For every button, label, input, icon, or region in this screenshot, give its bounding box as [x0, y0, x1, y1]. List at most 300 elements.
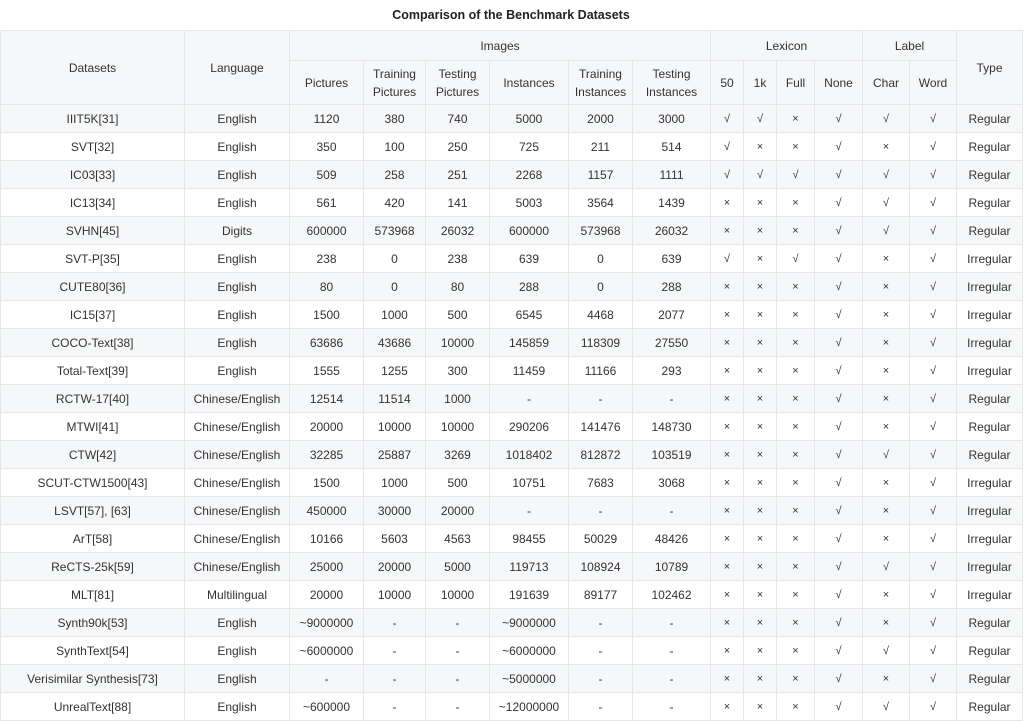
cell-label-word: √: [910, 217, 957, 245]
cell-instances: ~6000000: [490, 637, 569, 665]
cell-lexicon-1k: √: [744, 161, 777, 189]
cell-lexicon-50: ×: [711, 525, 744, 553]
cell-lexicon-50: ×: [711, 189, 744, 217]
cell-dataset: COCO-Text[38]: [1, 329, 185, 357]
cell-language: English: [185, 357, 290, 385]
cell-testing-instances: 514: [633, 133, 711, 161]
cell-training-pictures: 0: [364, 273, 426, 301]
cell-pictures: ~600000: [290, 693, 364, 721]
cell-label-word: √: [910, 105, 957, 133]
cell-language: English: [185, 245, 290, 273]
cell-language: English: [185, 133, 290, 161]
cell-testing-pictures: 26032: [426, 217, 490, 245]
cell-training-pictures: 1255: [364, 357, 426, 385]
header-images: Images: [290, 31, 711, 61]
header-training-pictures: Training Pictures: [364, 61, 426, 105]
cell-language: English: [185, 273, 290, 301]
table-header: [1, 31, 1023, 105]
cell-lexicon-none: √: [815, 385, 863, 413]
cell-training-pictures: 11514: [364, 385, 426, 413]
cell-language: Chinese/English: [185, 441, 290, 469]
cell-label-word: √: [910, 385, 957, 413]
cell-lexicon-none: √: [815, 609, 863, 637]
cell-label-word: √: [910, 609, 957, 637]
cell-lexicon-1k: ×: [744, 133, 777, 161]
cell-lexicon-50: ×: [711, 441, 744, 469]
cell-training-instances: 3564: [569, 189, 633, 217]
cell-instances: 5000: [490, 105, 569, 133]
cell-lexicon-1k: ×: [744, 609, 777, 637]
cell-language: English: [185, 637, 290, 665]
cell-dataset: RCTW-17[40]: [1, 385, 185, 413]
cell-instances: 725: [490, 133, 569, 161]
cell-type: Irregular: [957, 245, 1023, 273]
cell-dataset: IC15[37]: [1, 301, 185, 329]
cell-training-pictures: 20000: [364, 553, 426, 581]
cell-lexicon-none: √: [815, 581, 863, 609]
cell-training-pictures: 0: [364, 245, 426, 273]
cell-instances: 119713: [490, 553, 569, 581]
cell-lexicon-50: ×: [711, 553, 744, 581]
cell-instances: 6545: [490, 301, 569, 329]
table-row: [1, 553, 1023, 581]
cell-language: Chinese/English: [185, 497, 290, 525]
cell-training-pictures: -: [364, 609, 426, 637]
cell-lexicon-1k: ×: [744, 693, 777, 721]
header-lexicon-none: None: [815, 61, 863, 105]
cell-lexicon-50: ×: [711, 413, 744, 441]
cell-lexicon-1k: ×: [744, 525, 777, 553]
cell-testing-instances: 3000: [633, 105, 711, 133]
cell-pictures: 509: [290, 161, 364, 189]
cell-dataset: Synth90k[53]: [1, 609, 185, 637]
header-label-word: Word: [910, 61, 957, 105]
cell-label-char: ×: [863, 385, 910, 413]
cell-lexicon-full: ×: [777, 357, 815, 385]
cell-testing-instances: -: [633, 693, 711, 721]
cell-training-instances: -: [569, 609, 633, 637]
table-row: [1, 217, 1023, 245]
cell-label-char: ×: [863, 525, 910, 553]
cell-training-instances: 812872: [569, 441, 633, 469]
cell-dataset: SVT-P[35]: [1, 245, 185, 273]
header-datasets: Datasets: [1, 31, 185, 105]
cell-lexicon-1k: ×: [744, 581, 777, 609]
cell-lexicon-full: ×: [777, 637, 815, 665]
cell-language: English: [185, 189, 290, 217]
cell-training-instances: 7683: [569, 469, 633, 497]
cell-instances: ~12000000: [490, 693, 569, 721]
cell-pictures: 12514: [290, 385, 364, 413]
cell-language: Digits: [185, 217, 290, 245]
cell-lexicon-50: ×: [711, 385, 744, 413]
table-row: [1, 357, 1023, 385]
cell-dataset: SCUT-CTW1500[43]: [1, 469, 185, 497]
header-lexicon-full: Full: [777, 61, 815, 105]
cell-lexicon-50: ×: [711, 665, 744, 693]
cell-testing-instances: 293: [633, 357, 711, 385]
cell-lexicon-full: ×: [777, 525, 815, 553]
cell-testing-instances: -: [633, 497, 711, 525]
cell-instances: -: [490, 385, 569, 413]
cell-training-instances: 89177: [569, 581, 633, 609]
cell-language: English: [185, 161, 290, 189]
cell-lexicon-none: √: [815, 245, 863, 273]
cell-training-pictures: 573968: [364, 217, 426, 245]
cell-testing-pictures: 20000: [426, 497, 490, 525]
cell-training-instances: -: [569, 693, 633, 721]
cell-label-char: ×: [863, 581, 910, 609]
cell-lexicon-50: √: [711, 133, 744, 161]
cell-dataset: SVHN[45]: [1, 217, 185, 245]
cell-language: English: [185, 105, 290, 133]
cell-instances: 639: [490, 245, 569, 273]
cell-training-instances: 1157: [569, 161, 633, 189]
cell-type: Regular: [957, 189, 1023, 217]
cell-instances: ~5000000: [490, 665, 569, 693]
cell-label-word: √: [910, 273, 957, 301]
cell-pictures: 561: [290, 189, 364, 217]
cell-lexicon-none: √: [815, 441, 863, 469]
cell-lexicon-1k: ×: [744, 273, 777, 301]
table-row: [1, 133, 1023, 161]
table-row: [1, 301, 1023, 329]
cell-lexicon-50: ×: [711, 693, 744, 721]
cell-lexicon-50: ×: [711, 329, 744, 357]
cell-lexicon-full: ×: [777, 217, 815, 245]
cell-testing-pictures: -: [426, 665, 490, 693]
cell-type: Regular: [957, 413, 1023, 441]
cell-label-word: √: [910, 441, 957, 469]
cell-lexicon-1k: ×: [744, 385, 777, 413]
cell-training-instances: 0: [569, 273, 633, 301]
cell-lexicon-50: ×: [711, 217, 744, 245]
cell-type: Regular: [957, 609, 1023, 637]
cell-testing-pictures: 10000: [426, 413, 490, 441]
cell-pictures: 20000: [290, 413, 364, 441]
cell-testing-instances: 26032: [633, 217, 711, 245]
cell-lexicon-none: √: [815, 497, 863, 525]
cell-type: Irregular: [957, 497, 1023, 525]
cell-lexicon-none: √: [815, 189, 863, 217]
cell-label-char: ×: [863, 469, 910, 497]
cell-lexicon-1k: ×: [744, 301, 777, 329]
cell-testing-pictures: 141: [426, 189, 490, 217]
cell-lexicon-full: √: [777, 161, 815, 189]
cell-testing-instances: 48426: [633, 525, 711, 553]
cell-testing-instances: 103519: [633, 441, 711, 469]
cell-training-instances: -: [569, 665, 633, 693]
cell-training-instances: -: [569, 637, 633, 665]
cell-pictures: 450000: [290, 497, 364, 525]
cell-dataset: ReCTS-25k[59]: [1, 553, 185, 581]
cell-instances: 288: [490, 273, 569, 301]
cell-label-char: ×: [863, 413, 910, 441]
cell-testing-instances: 3068: [633, 469, 711, 497]
cell-training-instances: -: [569, 497, 633, 525]
table-row: [1, 609, 1023, 637]
cell-dataset: CTW[42]: [1, 441, 185, 469]
cell-label-char: ×: [863, 329, 910, 357]
cell-instances: 191639: [490, 581, 569, 609]
cell-training-pictures: -: [364, 665, 426, 693]
cell-testing-pictures: 1000: [426, 385, 490, 413]
header-testing-pictures: Testing Pictures: [426, 61, 490, 105]
cell-lexicon-50: √: [711, 105, 744, 133]
cell-lexicon-1k: ×: [744, 553, 777, 581]
cell-label-char: √: [863, 441, 910, 469]
cell-testing-pictures: 500: [426, 301, 490, 329]
cell-dataset: LSVT[57], [63]: [1, 497, 185, 525]
cell-label-word: √: [910, 581, 957, 609]
cell-testing-pictures: 251: [426, 161, 490, 189]
cell-testing-instances: 27550: [633, 329, 711, 357]
cell-instances: 5003: [490, 189, 569, 217]
cell-lexicon-none: √: [815, 637, 863, 665]
cell-lexicon-none: √: [815, 105, 863, 133]
cell-type: Irregular: [957, 329, 1023, 357]
cell-label-char: √: [863, 553, 910, 581]
cell-instances: 600000: [490, 217, 569, 245]
cell-testing-instances: 2077: [633, 301, 711, 329]
cell-testing-pictures: 238: [426, 245, 490, 273]
cell-lexicon-none: √: [815, 469, 863, 497]
cell-label-word: √: [910, 693, 957, 721]
cell-language: Multilingual: [185, 581, 290, 609]
cell-pictures: 80: [290, 273, 364, 301]
cell-testing-pictures: 10000: [426, 581, 490, 609]
table-row: [1, 385, 1023, 413]
cell-lexicon-50: √: [711, 161, 744, 189]
cell-label-word: √: [910, 525, 957, 553]
cell-lexicon-50: ×: [711, 273, 744, 301]
cell-training-pictures: 5603: [364, 525, 426, 553]
cell-testing-instances: 1439: [633, 189, 711, 217]
cell-training-instances: 0: [569, 245, 633, 273]
cell-type: Regular: [957, 217, 1023, 245]
cell-label-char: ×: [863, 301, 910, 329]
cell-lexicon-1k: ×: [744, 441, 777, 469]
cell-label-word: √: [910, 553, 957, 581]
cell-label-char: ×: [863, 245, 910, 273]
cell-lexicon-full: √: [777, 245, 815, 273]
cell-label-word: √: [910, 133, 957, 161]
cell-training-instances: 118309: [569, 329, 633, 357]
cell-dataset: IIIT5K[31]: [1, 105, 185, 133]
cell-instances: 145859: [490, 329, 569, 357]
cell-pictures: 600000: [290, 217, 364, 245]
cell-lexicon-full: ×: [777, 329, 815, 357]
cell-training-pictures: 100: [364, 133, 426, 161]
cell-type: Irregular: [957, 525, 1023, 553]
cell-lexicon-none: √: [815, 301, 863, 329]
cell-lexicon-full: ×: [777, 441, 815, 469]
table-row: [1, 105, 1023, 133]
cell-training-instances: 141476: [569, 413, 633, 441]
cell-training-pictures: 380: [364, 105, 426, 133]
cell-label-char: ×: [863, 133, 910, 161]
header-lexicon: Lexicon: [711, 31, 863, 61]
cell-training-pictures: 10000: [364, 413, 426, 441]
benchmark-table: [0, 30, 1023, 721]
cell-type: Regular: [957, 105, 1023, 133]
cell-dataset: IC13[34]: [1, 189, 185, 217]
table-row: [1, 161, 1023, 189]
cell-testing-instances: 1111: [633, 161, 711, 189]
cell-dataset: Total-Text[39]: [1, 357, 185, 385]
cell-type: Irregular: [957, 273, 1023, 301]
cell-lexicon-1k: ×: [744, 245, 777, 273]
cell-pictures: 63686: [290, 329, 364, 357]
cell-type: Irregular: [957, 357, 1023, 385]
cell-testing-instances: -: [633, 385, 711, 413]
cell-training-pictures: -: [364, 693, 426, 721]
cell-lexicon-none: √: [815, 525, 863, 553]
table-row: [1, 665, 1023, 693]
cell-testing-pictures: 80: [426, 273, 490, 301]
cell-training-pictures: 1000: [364, 301, 426, 329]
cell-training-instances: 573968: [569, 217, 633, 245]
header-instances: Instances: [490, 61, 569, 105]
cell-pictures: 238: [290, 245, 364, 273]
cell-testing-pictures: -: [426, 609, 490, 637]
table-row: [1, 497, 1023, 525]
cell-testing-instances: 10789: [633, 553, 711, 581]
table-row: [1, 525, 1023, 553]
cell-label-word: √: [910, 301, 957, 329]
cell-lexicon-1k: ×: [744, 357, 777, 385]
cell-lexicon-1k: √: [744, 105, 777, 133]
cell-lexicon-1k: ×: [744, 329, 777, 357]
cell-lexicon-full: ×: [777, 413, 815, 441]
cell-training-pictures: 30000: [364, 497, 426, 525]
cell-training-instances: 2000: [569, 105, 633, 133]
cell-label-word: √: [910, 469, 957, 497]
cell-pictures: ~9000000: [290, 609, 364, 637]
cell-pictures: 1500: [290, 301, 364, 329]
cell-language: Chinese/English: [185, 385, 290, 413]
cell-label-word: √: [910, 637, 957, 665]
cell-testing-pictures: 500: [426, 469, 490, 497]
cell-lexicon-none: √: [815, 133, 863, 161]
cell-lexicon-full: ×: [777, 273, 815, 301]
cell-lexicon-1k: ×: [744, 637, 777, 665]
cell-lexicon-full: ×: [777, 105, 815, 133]
cell-lexicon-none: √: [815, 357, 863, 385]
cell-lexicon-full: ×: [777, 469, 815, 497]
cell-pictures: ~6000000: [290, 637, 364, 665]
cell-label-word: √: [910, 665, 957, 693]
cell-label-char: √: [863, 693, 910, 721]
cell-instances: 10751: [490, 469, 569, 497]
cell-language: English: [185, 301, 290, 329]
cell-testing-pictures: 4563: [426, 525, 490, 553]
cell-training-pictures: -: [364, 637, 426, 665]
header-label: Label: [863, 31, 957, 61]
cell-lexicon-50: ×: [711, 301, 744, 329]
cell-dataset: SynthText[54]: [1, 637, 185, 665]
cell-lexicon-none: √: [815, 329, 863, 357]
cell-lexicon-full: ×: [777, 385, 815, 413]
cell-pictures: -: [290, 665, 364, 693]
cell-label-char: ×: [863, 609, 910, 637]
header-testing-instances: Testing Instances: [633, 61, 711, 105]
cell-type: Regular: [957, 133, 1023, 161]
cell-training-pictures: 420: [364, 189, 426, 217]
table-row: [1, 189, 1023, 217]
cell-label-word: √: [910, 245, 957, 273]
cell-label-char: √: [863, 637, 910, 665]
cell-pictures: 1120: [290, 105, 364, 133]
cell-language: English: [185, 665, 290, 693]
cell-dataset: IC03[33]: [1, 161, 185, 189]
cell-lexicon-none: √: [815, 161, 863, 189]
header-training-instances: Training Instances: [569, 61, 633, 105]
cell-pictures: 32285: [290, 441, 364, 469]
cell-training-pictures: 1000: [364, 469, 426, 497]
cell-label-char: √: [863, 105, 910, 133]
cell-type: Regular: [957, 665, 1023, 693]
cell-testing-pictures: 300: [426, 357, 490, 385]
cell-lexicon-none: √: [815, 273, 863, 301]
table-row: [1, 245, 1023, 273]
cell-instances: 290206: [490, 413, 569, 441]
cell-testing-pictures: 250: [426, 133, 490, 161]
table-body: [1, 105, 1023, 721]
cell-lexicon-1k: ×: [744, 469, 777, 497]
cell-label-word: √: [910, 357, 957, 385]
cell-label-word: √: [910, 189, 957, 217]
cell-training-pictures: 25887: [364, 441, 426, 469]
header-language: Language: [185, 31, 290, 105]
header-lexicon-50: 50: [711, 61, 744, 105]
cell-lexicon-50: ×: [711, 497, 744, 525]
cell-lexicon-full: ×: [777, 581, 815, 609]
cell-pictures: 10166: [290, 525, 364, 553]
table-row: [1, 329, 1023, 357]
cell-testing-pictures: 5000: [426, 553, 490, 581]
cell-dataset: CUTE80[36]: [1, 273, 185, 301]
cell-dataset: Verisimilar Synthesis[73]: [1, 665, 185, 693]
table-row: [1, 581, 1023, 609]
cell-language: English: [185, 329, 290, 357]
cell-testing-instances: -: [633, 665, 711, 693]
cell-lexicon-1k: ×: [744, 665, 777, 693]
cell-pictures: 1555: [290, 357, 364, 385]
header-lexicon-1k: 1k: [744, 61, 777, 105]
table-row: [1, 273, 1023, 301]
cell-lexicon-full: ×: [777, 665, 815, 693]
cell-lexicon-full: ×: [777, 693, 815, 721]
cell-instances: -: [490, 497, 569, 525]
cell-label-char: ×: [863, 357, 910, 385]
cell-type: Regular: [957, 161, 1023, 189]
cell-lexicon-50: ×: [711, 637, 744, 665]
cell-pictures: 350: [290, 133, 364, 161]
cell-training-pictures: 258: [364, 161, 426, 189]
cell-instances: ~9000000: [490, 609, 569, 637]
cell-label-char: √: [863, 189, 910, 217]
cell-lexicon-1k: ×: [744, 497, 777, 525]
cell-lexicon-full: ×: [777, 189, 815, 217]
cell-instances: 98455: [490, 525, 569, 553]
cell-training-instances: 50029: [569, 525, 633, 553]
cell-pictures: 20000: [290, 581, 364, 609]
cell-lexicon-1k: ×: [744, 217, 777, 245]
cell-lexicon-none: √: [815, 413, 863, 441]
cell-lexicon-full: ×: [777, 133, 815, 161]
cell-training-pictures: 10000: [364, 581, 426, 609]
